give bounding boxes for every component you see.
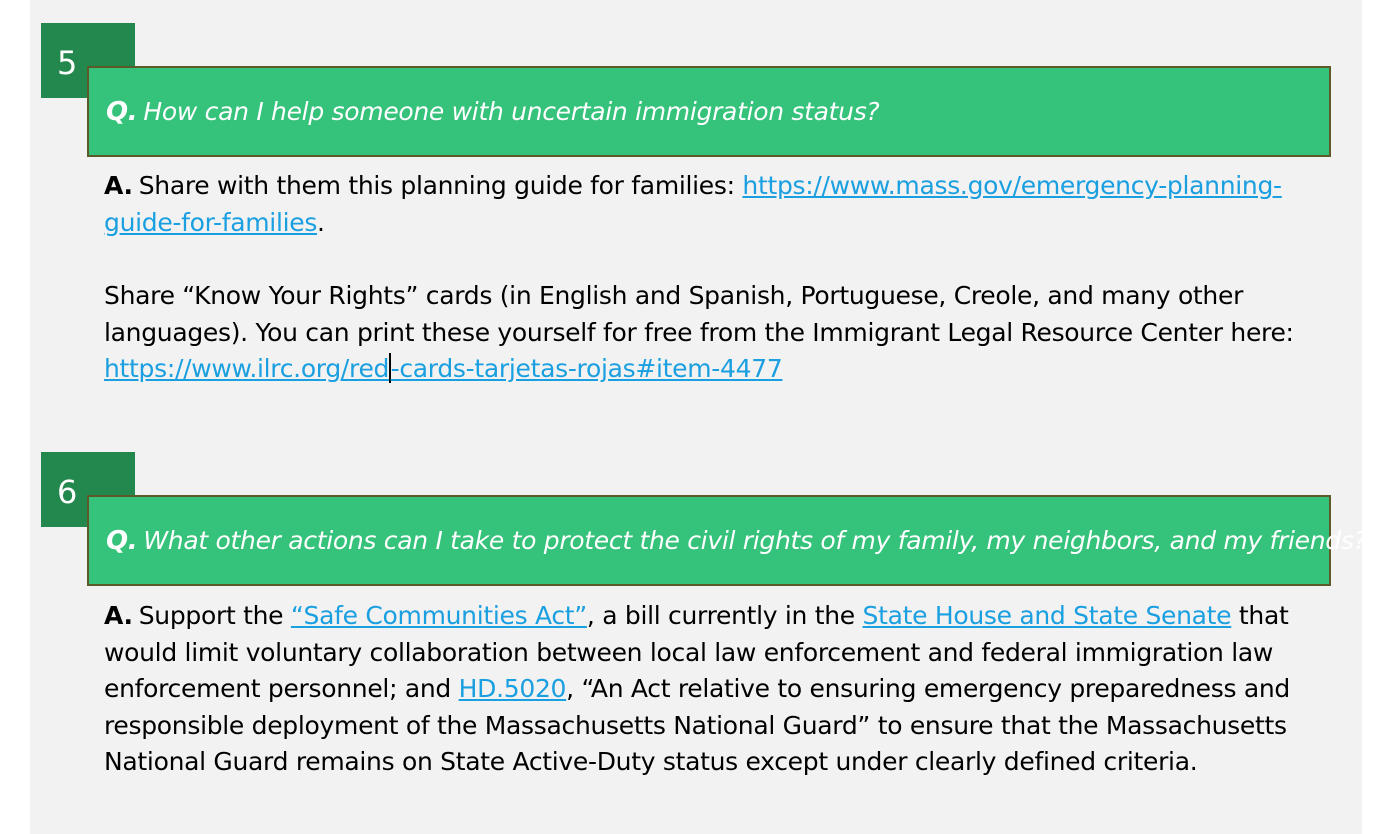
answer-label: A. (104, 171, 133, 200)
question-text: How can I help someone with uncertain immigration status? (143, 97, 880, 126)
answer-text: Share “Know Your Rights” cards (in English and Spanish, Portuguese, Creole, and many other languages). You can print these yourself for free from the Immigrant Legal Resource Center here: (104, 281, 1294, 347)
answer-paragraph-1 (104, 168, 1314, 241)
answer-text: , a bill currently in the (586, 601, 855, 630)
hd5020-link[interactable]: HD.5020 (458, 674, 567, 703)
answer-text: that would limit voluntary collaboration between local law enforcement and federal immigration law enforcement personnel; and (104, 601, 1289, 703)
link-part: https://www.ilrc.org/red (104, 354, 390, 383)
answer-punctuation: . (317, 207, 325, 237)
answer-paragraph-2 (104, 278, 1314, 388)
ilrc-red-cards-link[interactable] (104, 354, 782, 383)
planning-guide-link[interactable]: https://www.mass.gov/emergency-planning-guide-for-families (104, 171, 1282, 237)
section-5-question-bar (87, 66, 1331, 157)
section-5-question (106, 68, 879, 155)
answer-label: A. (104, 601, 133, 630)
answer-paragraph (104, 598, 1314, 781)
question-label: Q. (106, 525, 138, 556)
section-6-answer (104, 598, 1314, 781)
link-part: -cards-tarjetas-rojas#item-4477 (390, 354, 783, 383)
answer-text: Support the (138, 601, 284, 630)
state-house-senate-link[interactable]: State House and State Senate (862, 601, 1232, 630)
section-6-question-bar (87, 495, 1367, 586)
slide (30, 0, 1367, 834)
answer-text: , “An Act relative to ensuring emergency preparedness and responsible deployment of the Massachusetts National Guard” to ensure that the Massachusetts National Guard remains on State Active-Duty status except under clearly defined criteria. (104, 674, 1290, 776)
safe-communities-act-link[interactable]: “Safe Communities Act” (290, 601, 587, 630)
section-5-number: 5 (57, 44, 78, 82)
question-text: What other actions can I take to protect the civil rights of my family, my neighbors, and my friends? (143, 526, 1367, 555)
answer-text: Share with them this planning guide for families: (138, 171, 735, 200)
question-label: Q. (106, 96, 138, 127)
section-5-answer (104, 168, 1314, 388)
section-6-number: 6 (57, 473, 78, 511)
section-6-question (106, 497, 1367, 584)
